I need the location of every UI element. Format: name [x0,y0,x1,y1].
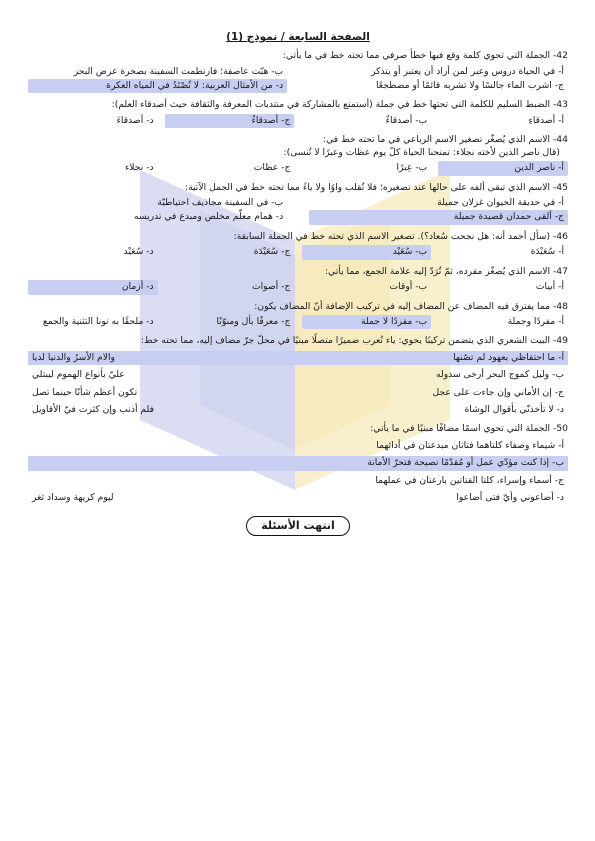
question-stem: 42- الجملة التي تحوي كلمة وقع فيها خطأ صرفي مما تحته خط في ما يأتي: [282,50,568,62]
question-stem: 46- (سأل أحمد أنه: هل نجحت سُعاد؟). تصغير الاسم الذي تحته خط في الجملة السابقة: [233,230,568,242]
end-of-questions [28,516,568,537]
question-stem: 48- مما يفترق فيه المضاف عن المضاف إليه في تركيب الإضافة أنّ المضاف يكون: [254,300,568,312]
option-c[interactable]: ج- أسماء وإسراء، كلتا الفتاتين بارعتان في عملهما [375,474,564,486]
option-c[interactable]: ج- أصوات [251,281,291,293]
question-stem: 47- الاسم الذي يُصغّر مفرده، ثمّ تُرَدّ إليه علامة الجمع، مما يأتي: [324,265,568,277]
option-a[interactable]: أ- في حديقة الحيوان غزلان جميلة [437,196,564,208]
question-44 [28,134,568,175]
option-b[interactable]: ب- في السفينة مجاذيف احتياطيّة [157,196,284,208]
verse-first-half: ج- إن الأماني وإن جاءت على عجل [432,386,564,398]
option-c[interactable]: ج- أصدقاءُ [165,114,295,128]
verse-second-half: ليوم كريهة وسداد ثغر [32,492,114,504]
option-c[interactable] [28,386,568,400]
question-stem: 50- الجملة التي تحوي اسمًا مضافًا مبنيًا في ما يأتي: [370,423,568,435]
options [28,161,568,175]
question-49 [28,335,568,417]
option-a[interactable]: أ- سُعَيْدَة [530,246,564,258]
option-b[interactable] [28,368,568,382]
verse-first-half: ب- وليل كموج البحر أرخى سدوله [435,369,564,381]
question-46 [28,231,568,260]
option-b[interactable]: ب- مفردًا لا جملة [302,315,432,329]
option-b[interactable]: ب- أصدقاءٌ [385,114,428,126]
page-title: الصفحة السابعة / نموذج (1) [226,31,370,43]
options [28,315,568,329]
option-a[interactable]: أ- في الحياة دروس وعبر لمن أراد أن يعتبر أو يتذكر [371,65,564,77]
verse-second-half: فلم أذنب وإن كثرت فيّ الأقاويل [32,404,154,416]
question-quote: (قال ناصر الدين لأخته نجلاء: تمنحنا الحياة كلّ يوم عظات وعبرًا لا تُنسى): [283,146,560,158]
verse-first-half: د- لا تأخذنّي بأقوال الوشاة [464,404,564,416]
verse-second-half: عليّ بأنواع الهموم ليبتلي [32,369,125,381]
option-d[interactable] [28,491,568,505]
options [28,65,568,94]
option-c[interactable]: ج- معرفًا بأل ومنوّنًا [216,315,291,327]
option-d[interactable]: د- ملحقًا به نونا التثنية والجمع [42,315,154,327]
options [28,245,568,259]
option-d[interactable]: د- نجلاء [124,162,154,174]
option-a[interactable]: أ- أصدقاءِ [528,114,564,126]
option-d[interactable]: د- همام معلّم مخلص ومبدع في تدريسه [133,211,284,223]
option-c[interactable]: ج- سُعَيْدَة [253,246,291,258]
verse-first-half: د- أضاعوني وأيّ فتى أضاعوا [456,492,564,504]
verse-second-half: والام الأسرُ والدنيا لديا [32,351,115,363]
option-d[interactable]: د- سُعَيْد [123,246,154,258]
option-d[interactable]: د- أزمان [28,280,158,294]
question-50 [28,423,568,505]
option-b[interactable]: ب- أوقات [389,281,428,293]
exam-content [28,30,568,536]
verse-first-half: أ- ما احتفاظي بعهود لم تصُنها [453,351,564,363]
question-stem: 43- الضبط السليم للكلمة التي تحتها خط في جملة (أستمتع بالمشاركة في منتديات المعرفة والثقافة حيث أصدقاء العلم): [111,99,568,111]
option-d[interactable]: د- من الأمثال العربية: لا تُصْتَدُ في المياه العكرة [28,79,287,93]
question-43 [28,99,568,128]
option-b[interactable]: ب- سُعَيْد [302,245,432,259]
option-a[interactable]: أ- مفردًا وجملة [507,315,564,327]
option-a[interactable]: أ- ناصر الدين [438,161,568,175]
option-d[interactable]: د- أصدقاءَ [116,114,154,126]
option-c[interactable]: ج- اشرب الماء جالسًا ولا تشربه قائمًا أو مضطجعًا [375,80,564,92]
option-a[interactable]: أ- شيماء وصفاء كلتاهما فتاتان مبدعتان في أدائهما [376,439,564,451]
option-d[interactable] [28,403,568,417]
question-47 [28,266,568,295]
end-label: انتهت الأسئلة [246,516,350,537]
options [28,280,568,294]
question-stem: 49- البيت الشعري الذي يتضمن تركيبًا يحوي: ياء تُعرب ضميرًا متصلًا مبنيًا في محلّ جرّ مضاف إليه، مما تحته خط: [140,335,568,347]
option-c[interactable]: ج- عظات [253,162,291,174]
option-a[interactable] [28,351,568,365]
option-b[interactable]: ب- هبّت عاصفة؛ فارتطمت السفينة بصخرة عرض البحر [73,65,284,77]
verse-second-half: تكون أعظم شأنًا حينما تصل [32,386,138,398]
question-stem: 44- الاسم الذي يُصغّر تصغير الاسم الرباعي في ما تحته خط في: [323,134,568,146]
option-b[interactable]: ب- إذا كنت مؤدّي عمل أو مُقدّمًا نصيحة فتحرّ الأمانة [28,456,568,470]
question-48 [28,301,568,330]
option-a[interactable]: أ- أبيات [535,281,564,293]
options [28,196,568,225]
question-stem: 45- الاسم الذي تبقى ألفه على حالها عند تصغيره؛ فلا تُقلب واوًا ولا ياءً مما تحته خط في الجمل الآتية: [185,181,568,193]
question-42 [28,50,568,93]
options [28,114,568,128]
option-c[interactable]: ج- ألقى حمدان قصيدة جميلة [309,210,568,224]
question-45 [28,182,568,225]
option-b[interactable]: ب- عِبرًا [396,162,428,174]
